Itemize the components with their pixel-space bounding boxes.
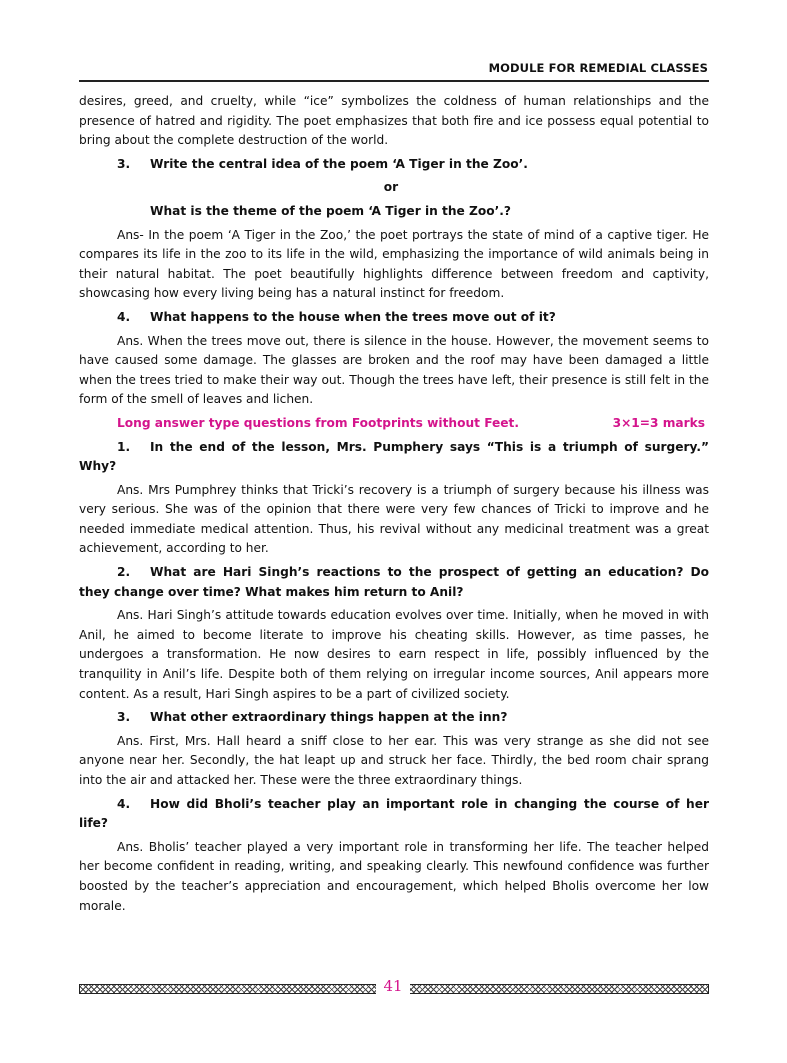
question-number: 3. <box>117 710 131 725</box>
page-footer <box>79 977 709 998</box>
question-number: 1. <box>117 439 131 454</box>
section-title: Long answer type questions from Footprints without Feet. <box>117 415 520 430</box>
answer-paragraph: Ans. First, Mrs. Hall heard a sniff close to her ear. This was very strange as she did not see anyone near her. Secondly, the hat leapt up and struck her face. Thirdly, the bed room chair sprang into the air and attacked her. These were the three extraordinary things. <box>79 733 709 787</box>
question-heading <box>79 795 709 834</box>
answer-paragraph: Ans. When the trees move out, there is silence in the house. However, the movement seems to have caused some damage. The glasses are broken and the roof may have been damaged a little when the trees tried to make their way out. Though the trees have left, their presence is still felt in the form of the smell of leaves and lichen. <box>79 333 709 407</box>
intro-paragraph: desires, greed, and cruelty, while “ice” symbolizes the coldness of human relationships and the presence of hatred and rigidity. The poet emphasizes that both fire and ice possess equal potential to bring about the complete destruction of the world. <box>79 94 709 148</box>
question-heading <box>79 708 709 728</box>
page-content <box>79 92 709 920</box>
answer-paragraph: Ans. Mrs Pumphrey thinks that Tricki’s recovery is a triumph of surgery because his illness was very serious. She was of the opinion that there were very few chances of Tricki to improve and he needed immediate medical attention. Thus, his revival without any medicinal treatment was a great achievement, according to her. <box>79 482 709 556</box>
question-text: What other extraordinary things happen at the inn? <box>150 710 508 725</box>
question-number: 4. <box>117 309 131 324</box>
question-number: 2. <box>117 565 131 580</box>
question-heading <box>79 438 709 477</box>
page-number: 41 <box>376 974 410 998</box>
question-number: 3. <box>117 156 131 171</box>
question-heading <box>79 563 709 602</box>
question-text: In the end of the lesson, Mrs. Pumphery says “This is a triumph of surgery.” Why? <box>79 439 709 474</box>
question-text: What are Hari Singh’s reactions to the prospect of getting an education? Do they change over time? What makes him return to Anil? <box>79 565 709 599</box>
question-number: 4. <box>117 796 131 811</box>
page-header: MODULE FOR REMEDIAL CLASSES <box>488 61 708 75</box>
answer-paragraph: Ans. Bholis’ teacher played a very important role in transforming her life. The teacher helped her become confident in reading, writing, and speaking clearly. This newfound confidence was further boosted by the teacher’s appreciation and encouragement, which helped Bholis overcome her low morale. <box>79 839 709 913</box>
header-divider <box>79 80 709 82</box>
section-heading <box>79 414 709 434</box>
question-text: Write the central idea of the poem ‘A Tiger in the Zoo’. <box>150 156 528 171</box>
answer-paragraph: Ans- In the poem ‘A Tiger in the Zoo,’ the poet portrays the state of mind of a captive tiger. He compares its life in the zoo to its life in the wild, emphasizing the importance of wild animals being in their natural habitat. The poet beautifully highlights difference between freedom and captivity, showcasing how every living being has a natural instinct for freedom. <box>79 227 709 301</box>
question-heading <box>79 308 709 328</box>
section-marks: 3×1=3 marks <box>612 415 705 430</box>
alt-question-text: What is the theme of the poem ‘A Tiger in the Zoo’.? <box>150 203 511 218</box>
question-text: How did Bholi’s teacher play an important role in changing the course of her life? <box>79 796 709 831</box>
question-heading <box>79 155 709 175</box>
or-separator: or <box>383 180 399 195</box>
question-text: What happens to the house when the trees move out of it? <box>150 309 556 324</box>
answer-paragraph: Ans. Hari Singh’s attitude towards education evolves over time. Initially, when he moved in with Anil, he aimed to become literate to improve his cheating skills. However, as time passes, he undergoes a transformation. He now desires to earn respect in life, possibly influenced by the tranquility in Anil’s life. Despite both of them relying on irregular income sources, Anil appears more content. As a result, Hari Singh aspires to be a part of civilized society. <box>79 608 709 701</box>
